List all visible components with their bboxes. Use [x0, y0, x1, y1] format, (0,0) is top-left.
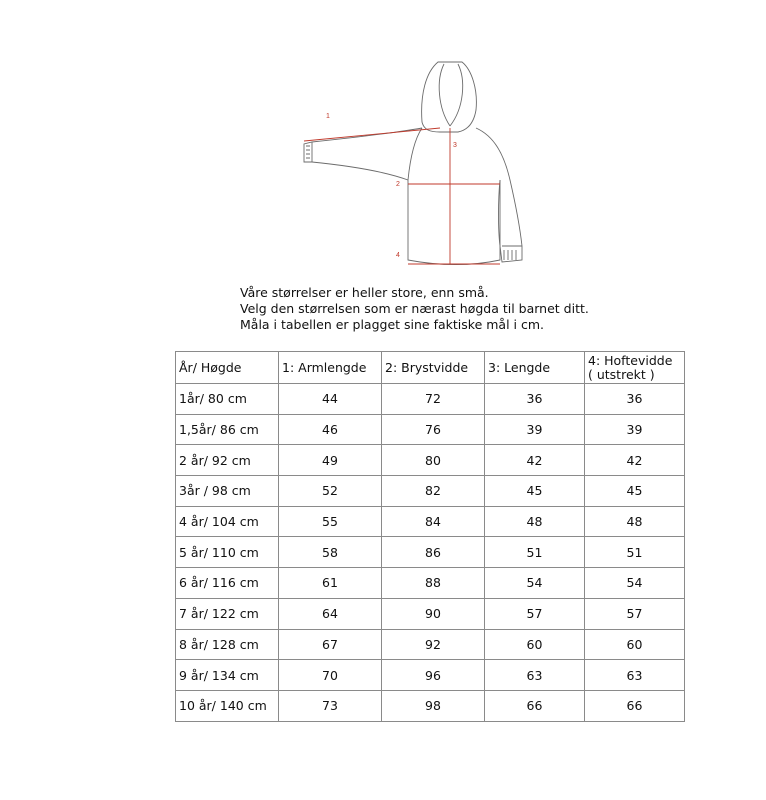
header-hip-width-line2: ( utstrekt ) [588, 366, 655, 382]
cell-length: 45 [485, 476, 585, 507]
cell-hip-width: 57 [585, 598, 685, 629]
header-chest-width: 2: Brystvidde [382, 352, 485, 384]
cell-length: 42 [485, 445, 585, 476]
cell-age-height: 9 år/ 134 cm [176, 660, 279, 691]
cell-chest-width: 90 [382, 598, 485, 629]
cell-length: 54 [485, 568, 585, 599]
size-table [175, 351, 685, 722]
cell-length: 60 [485, 629, 585, 660]
cell-age-height: 4 år/ 104 cm [176, 506, 279, 537]
cell-arm-length: 64 [279, 598, 382, 629]
cell-arm-length: 49 [279, 445, 382, 476]
table-header-row [176, 352, 685, 384]
table-row [176, 660, 685, 691]
cell-age-height: 1år/ 80 cm [176, 384, 279, 415]
table-row [176, 598, 685, 629]
label-arm: 1 [326, 113, 330, 120]
cell-chest-width: 92 [382, 629, 485, 660]
table-row [176, 690, 685, 721]
cell-hip-width: 48 [585, 506, 685, 537]
cell-hip-width: 63 [585, 660, 685, 691]
jacket-measurement-diagram [290, 50, 540, 275]
cell-chest-width: 76 [382, 414, 485, 445]
table-row [176, 445, 685, 476]
cell-chest-width: 96 [382, 660, 485, 691]
header-length: 3: Lengde [485, 352, 585, 384]
cell-arm-length: 58 [279, 537, 382, 568]
cell-length: 66 [485, 690, 585, 721]
table-row [176, 537, 685, 568]
cell-chest-width: 82 [382, 476, 485, 507]
cell-chest-width: 72 [382, 384, 485, 415]
cell-hip-width: 51 [585, 537, 685, 568]
cell-chest-width: 98 [382, 690, 485, 721]
cell-arm-length: 44 [279, 384, 382, 415]
intro-line-1: Våre størrelser er heller store, enn små. [240, 285, 489, 300]
header-age-height: År/ Høgde [176, 352, 279, 384]
cell-arm-length: 61 [279, 568, 382, 599]
table-row [176, 384, 685, 415]
cell-hip-width: 66 [585, 690, 685, 721]
label-length: 3 [453, 142, 457, 149]
cell-length: 48 [485, 506, 585, 537]
cell-hip-width: 39 [585, 414, 685, 445]
cell-chest-width: 86 [382, 537, 485, 568]
cell-chest-width: 88 [382, 568, 485, 599]
table-row [176, 414, 685, 445]
cell-hip-width: 42 [585, 445, 685, 476]
cell-length: 63 [485, 660, 585, 691]
cell-age-height: 3år / 98 cm [176, 476, 279, 507]
intro-line-2: Velg den størrelsen som er nærast høgda til barnet ditt. [240, 301, 589, 316]
arm-length-line [304, 128, 440, 141]
intro-line-3: Måla i tabellen er plagget sine faktiske mål i cm. [240, 317, 544, 332]
cell-arm-length: 46 [279, 414, 382, 445]
header-hip-width-line1: 4: Hoftevidde [588, 352, 673, 368]
cell-age-height: 6 år/ 116 cm [176, 568, 279, 599]
header-hip-width [585, 352, 685, 384]
cell-age-height: 10 år/ 140 cm [176, 690, 279, 721]
cell-length: 57 [485, 598, 585, 629]
cell-arm-length: 55 [279, 506, 382, 537]
jacket-outline [304, 62, 522, 265]
cell-age-height: 1,5år/ 86 cm [176, 414, 279, 445]
cell-length: 36 [485, 384, 585, 415]
cell-chest-width: 80 [382, 445, 485, 476]
label-chest: 2 [396, 181, 400, 188]
table-row [176, 568, 685, 599]
header-arm-length: 1: Armlengde [279, 352, 382, 384]
cell-hip-width: 54 [585, 568, 685, 599]
cell-length: 39 [485, 414, 585, 445]
table-row [176, 629, 685, 660]
cell-age-height: 5 år/ 110 cm [176, 537, 279, 568]
cell-chest-width: 84 [382, 506, 485, 537]
label-hip: 4 [396, 252, 400, 259]
cell-arm-length: 70 [279, 660, 382, 691]
cell-age-height: 7 år/ 122 cm [176, 598, 279, 629]
cell-hip-width: 60 [585, 629, 685, 660]
measurement-lines [304, 128, 500, 264]
cell-age-height: 2 år/ 92 cm [176, 445, 279, 476]
table-row [176, 506, 685, 537]
cell-hip-width: 36 [585, 384, 685, 415]
table-body [176, 384, 685, 722]
cell-age-height: 8 år/ 128 cm [176, 629, 279, 660]
cell-arm-length: 73 [279, 690, 382, 721]
intro-text [240, 285, 720, 333]
cell-length: 51 [485, 537, 585, 568]
cell-hip-width: 45 [585, 476, 685, 507]
table-row [176, 476, 685, 507]
cell-arm-length: 67 [279, 629, 382, 660]
cell-arm-length: 52 [279, 476, 382, 507]
